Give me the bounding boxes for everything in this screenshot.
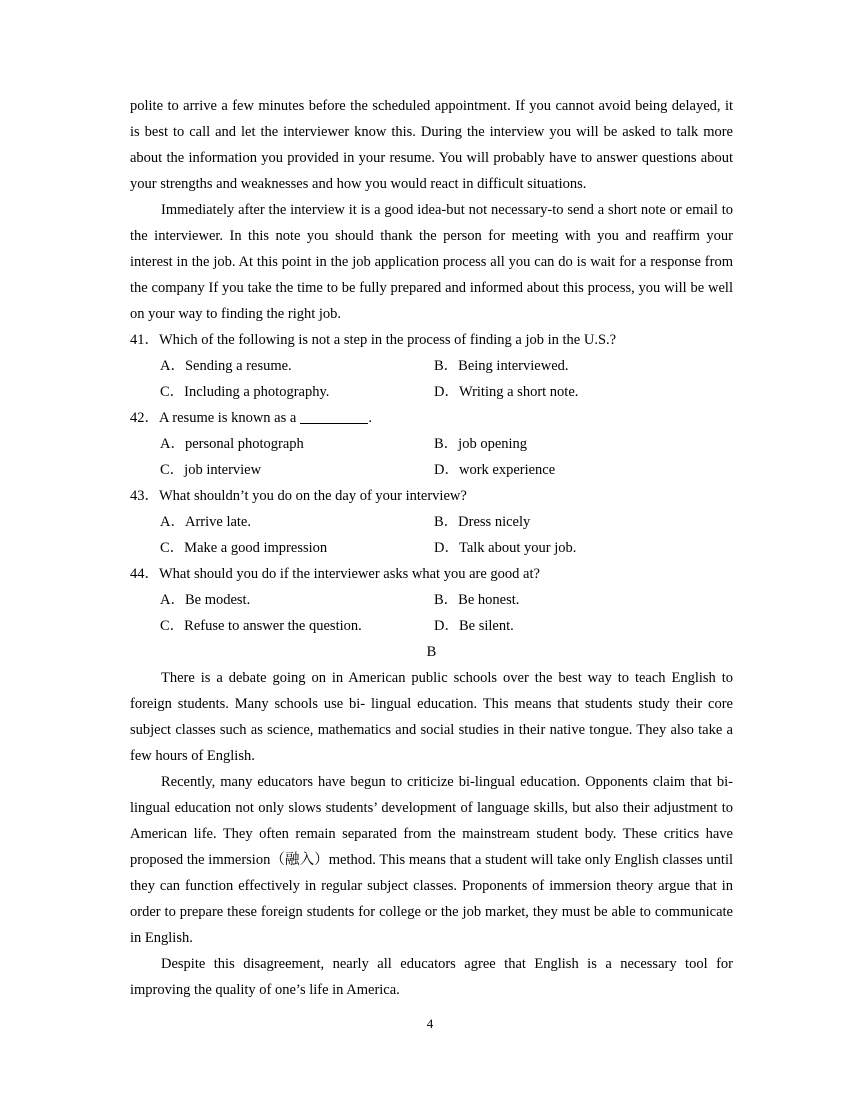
question-stem: 41．Which of the following is not a step in the process of finding a job in the U.S.? xyxy=(130,332,617,348)
passage-b-paragraph: There is a debate going on in American public schools over the best way to teach English to foreign students. Many schools use bi- lingual education. This means that students study their core subject classes such as science, mathematics and social studies in their native tongue. They also take a few hours of English. xyxy=(130,670,733,764)
answer-options xyxy=(130,587,733,639)
answer-options xyxy=(130,431,733,483)
option-d[interactable]: D．Writing a short note. xyxy=(434,384,579,400)
page-content xyxy=(130,93,733,1003)
passage-a-paragraph: polite to arrive a few minutes before the scheduled appointment. If you cannot avoid being delayed, it is best to call and let the interviewer know this. During the interview you will be asked to talk more about the information you provided in your resume. You will probably have to answer questions about your strengths and weaknesses and how you would react in difficult situations. xyxy=(130,98,733,192)
answer-options xyxy=(130,509,733,561)
option-d[interactable]: D．work experience xyxy=(434,462,556,478)
answer-blank xyxy=(300,409,368,424)
question-stem: 42．A resume is known as a xyxy=(130,410,297,426)
option-a[interactable]: A．Arrive late. xyxy=(160,514,251,530)
option-b[interactable]: B．job opening xyxy=(434,436,528,452)
option-a[interactable]: A．personal photograph xyxy=(160,436,304,452)
answer-options xyxy=(130,353,733,405)
option-d[interactable]: D．Talk about your job. xyxy=(434,540,577,556)
section-heading-b: B xyxy=(426,644,437,660)
option-b[interactable]: B．Dress nicely xyxy=(434,514,531,530)
passage-b-paragraph: Recently, many educators have begun to criticize bi-lingual education. Opponents claim that bi-lingual education not only slows students’ development of language skills, but also their adjustment to American life. They often remain separated from the mainstream student body. These critics have proposed the immersion（融入）method. This means that a student will take only English classes until they can function effectively in regular subject classes. Proponents of immersion theory argue that in order to prepare these foreign students for college or the job market, they must be able to communicate in English. xyxy=(130,774,733,946)
question-stem-end: . xyxy=(368,410,372,426)
passage-b-paragraph: Despite this disagreement, nearly all educators agree that English is a necessary tool for improving the quality of one’s life in America. xyxy=(130,956,733,998)
option-a[interactable]: A．Be modest. xyxy=(160,592,251,608)
question-44 xyxy=(130,561,733,639)
option-c[interactable]: C．job interview xyxy=(160,462,262,478)
option-c[interactable]: C．Including a photography. xyxy=(160,384,330,400)
question-stem-line xyxy=(130,405,733,431)
question-42 xyxy=(130,405,733,483)
question-stem: 44．What should you do if the interviewer asks what you are good at? xyxy=(130,566,540,582)
option-d[interactable]: D．Be silent. xyxy=(434,618,514,634)
option-c[interactable]: C．Refuse to answer the question. xyxy=(160,618,362,634)
question-41 xyxy=(130,327,733,405)
option-b[interactable]: B．Being interviewed. xyxy=(434,358,569,374)
passage-a-paragraph: Immediately after the interview it is a good idea-but not necessary-to send a short note or email to the interviewer. In this note you should thank the person for meeting with you and reaffirm your interest in the job. At this point in the job application process all you can do is wait for a response from the company If you take the time to be fully prepared and informed about this process, you will be well on your way to finding the right job. xyxy=(130,202,733,322)
page-number: 4 xyxy=(426,1016,434,1031)
option-a[interactable]: A．Sending a resume. xyxy=(160,358,292,374)
question-stem: 43．What shouldn’t you do on the day of your interview? xyxy=(130,488,467,504)
option-b[interactable]: B．Be honest. xyxy=(434,592,520,608)
question-43 xyxy=(130,483,733,561)
option-c[interactable]: C．Make a good impression xyxy=(160,540,328,556)
